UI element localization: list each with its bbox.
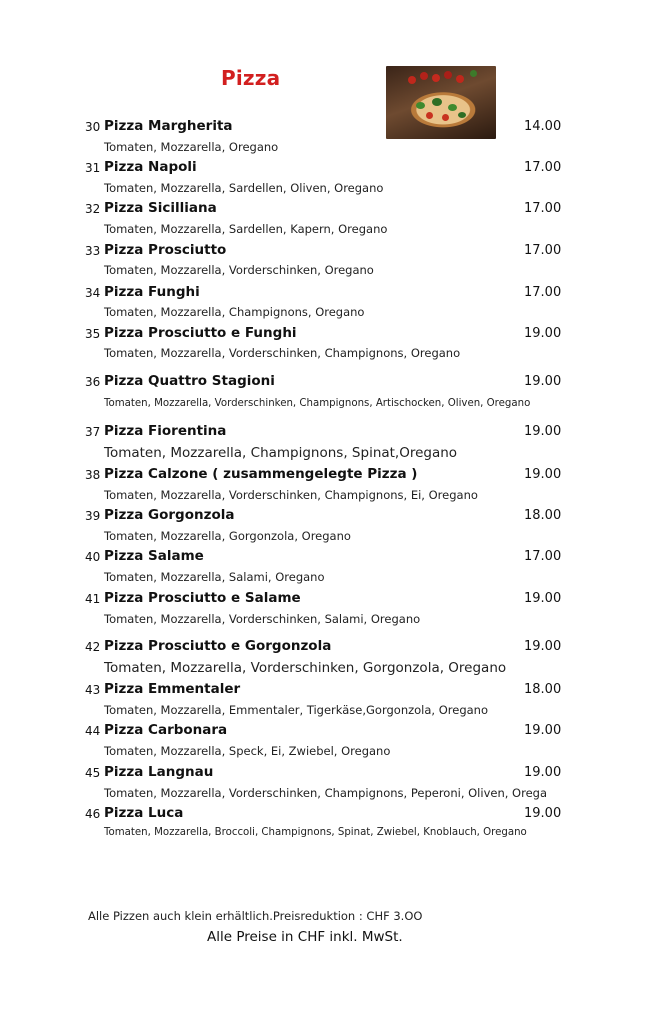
item-description: Tomaten, Mozzarella, Vorderschinken, Champignons, Oregano bbox=[104, 346, 461, 360]
item-description: Tomaten, Mozzarella, Oregano bbox=[104, 140, 279, 154]
item-name: Pizza Emmentaler bbox=[104, 681, 241, 697]
item-name: Pizza Prosciutto e Funghi bbox=[104, 325, 297, 341]
item-number: 40 bbox=[85, 550, 101, 564]
vat-note: Alle Preise in CHF inkl. MwSt. bbox=[207, 929, 403, 945]
item-number: 41 bbox=[85, 592, 101, 606]
small-size-note: Alle Pizzen auch klein erhältlich.Preisreduktion : CHF 3.OO bbox=[88, 909, 423, 923]
item-number: 30 bbox=[85, 120, 101, 134]
item-description: Tomaten, Mozzarella, Vorderschinken, Salami, Oregano bbox=[104, 612, 421, 626]
item-description: Tomaten, Mozzarella, Champignons, Oregano bbox=[104, 305, 365, 319]
item-name: Pizza Margherita bbox=[104, 118, 233, 134]
item-name: Pizza Luca bbox=[104, 805, 184, 821]
item-number: 38 bbox=[85, 468, 101, 482]
item-description: Tomaten, Mozzarella, Sardellen, Kapern, Oregano bbox=[104, 222, 388, 236]
item-number: 34 bbox=[85, 286, 101, 300]
item-price: 19.00 bbox=[524, 374, 562, 389]
item-name: Pizza Fiorentina bbox=[104, 423, 227, 439]
item-number: 37 bbox=[85, 425, 101, 439]
item-number: 44 bbox=[85, 724, 101, 738]
item-price: 19.00 bbox=[524, 765, 562, 780]
item-price: 19.00 bbox=[524, 424, 562, 439]
item-description: Tomaten, Mozzarella, Vorderschinken, Oregano bbox=[104, 263, 374, 277]
item-number: 36 bbox=[85, 375, 101, 389]
item-price: 17.00 bbox=[524, 201, 562, 216]
item-price: 17.00 bbox=[524, 549, 562, 564]
item-name: Pizza Napoli bbox=[104, 159, 197, 175]
item-description: Tomaten, Mozzarella, Vorderschinken, Champignons, Ei, Oregano bbox=[104, 488, 478, 502]
item-price: 19.00 bbox=[524, 639, 562, 654]
item-price: 19.00 bbox=[524, 467, 562, 482]
item-number: 35 bbox=[85, 327, 101, 341]
item-number: 31 bbox=[85, 161, 101, 175]
item-price: 19.00 bbox=[524, 591, 562, 606]
item-price: 17.00 bbox=[524, 160, 562, 175]
item-description: Tomaten, Mozzarella, Speck, Ei, Zwiebel, Oregano bbox=[104, 744, 391, 758]
item-price: 18.00 bbox=[524, 508, 562, 523]
item-name: Pizza Quattro Stagioni bbox=[104, 373, 275, 389]
item-description: Tomaten, Mozzarella, Sardellen, Oliven, Oregano bbox=[104, 181, 384, 195]
item-number: 32 bbox=[85, 202, 101, 216]
item-price: 19.00 bbox=[524, 806, 562, 821]
pizza-photo-icon bbox=[386, 66, 496, 139]
item-description: Tomaten, Mozzarella, Broccoli, Champignons, Spinat, Zwiebel, Knoblauch, Oregano bbox=[104, 827, 527, 838]
item-name: Pizza Gorgonzola bbox=[104, 507, 235, 523]
item-price: 19.00 bbox=[524, 723, 562, 738]
item-description: Tomaten, Mozzarella, Emmentaler, Tigerkäse,Gorgonzola, Oregano bbox=[104, 703, 489, 717]
item-number: 42 bbox=[85, 640, 101, 654]
item-name: Pizza Prosciutto e Salame bbox=[104, 590, 301, 606]
item-name: Pizza Sicilliana bbox=[104, 200, 217, 216]
item-description: Tomaten, Mozzarella, Vorderschinken, Gorgonzola, Oregano bbox=[104, 660, 507, 676]
item-number: 46 bbox=[85, 807, 101, 821]
item-description: Tomaten, Mozzarella, Gorgonzola, Oregano bbox=[104, 529, 351, 543]
page-title: Pizza bbox=[221, 66, 281, 90]
item-name: Pizza Salame bbox=[104, 548, 204, 564]
item-description: Tomaten, Mozzarella, Vorderschinken, Champignons, Peperoni, Oliven, Orega bbox=[104, 786, 547, 800]
item-price: 17.00 bbox=[524, 285, 562, 300]
item-description: Tomaten, Mozzarella, Champignons, Spinat,Oregano bbox=[104, 445, 458, 461]
item-description: Tomaten, Mozzarella, Salami, Oregano bbox=[104, 570, 325, 584]
item-name: Pizza Calzone ( zusammengelegte Pizza ) bbox=[104, 466, 418, 482]
item-name: Pizza Langnau bbox=[104, 764, 214, 780]
item-description: Tomaten, Mozzarella, Vorderschinken, Champignons, Artischocken, Oliven, Oregano bbox=[104, 398, 531, 409]
item-price: 19.00 bbox=[524, 326, 562, 341]
item-number: 33 bbox=[85, 244, 101, 258]
item-number: 43 bbox=[85, 683, 101, 697]
item-name: Pizza Prosciutto bbox=[104, 242, 227, 258]
item-price: 18.00 bbox=[524, 682, 562, 697]
item-number: 45 bbox=[85, 766, 101, 780]
item-price: 17.00 bbox=[524, 243, 562, 258]
item-price: 14.00 bbox=[524, 119, 562, 134]
item-name: Pizza Carbonara bbox=[104, 722, 228, 738]
item-name: Pizza Prosciutto e Gorgonzola bbox=[104, 638, 332, 654]
item-name: Pizza Funghi bbox=[104, 284, 200, 300]
item-number: 39 bbox=[85, 509, 101, 523]
